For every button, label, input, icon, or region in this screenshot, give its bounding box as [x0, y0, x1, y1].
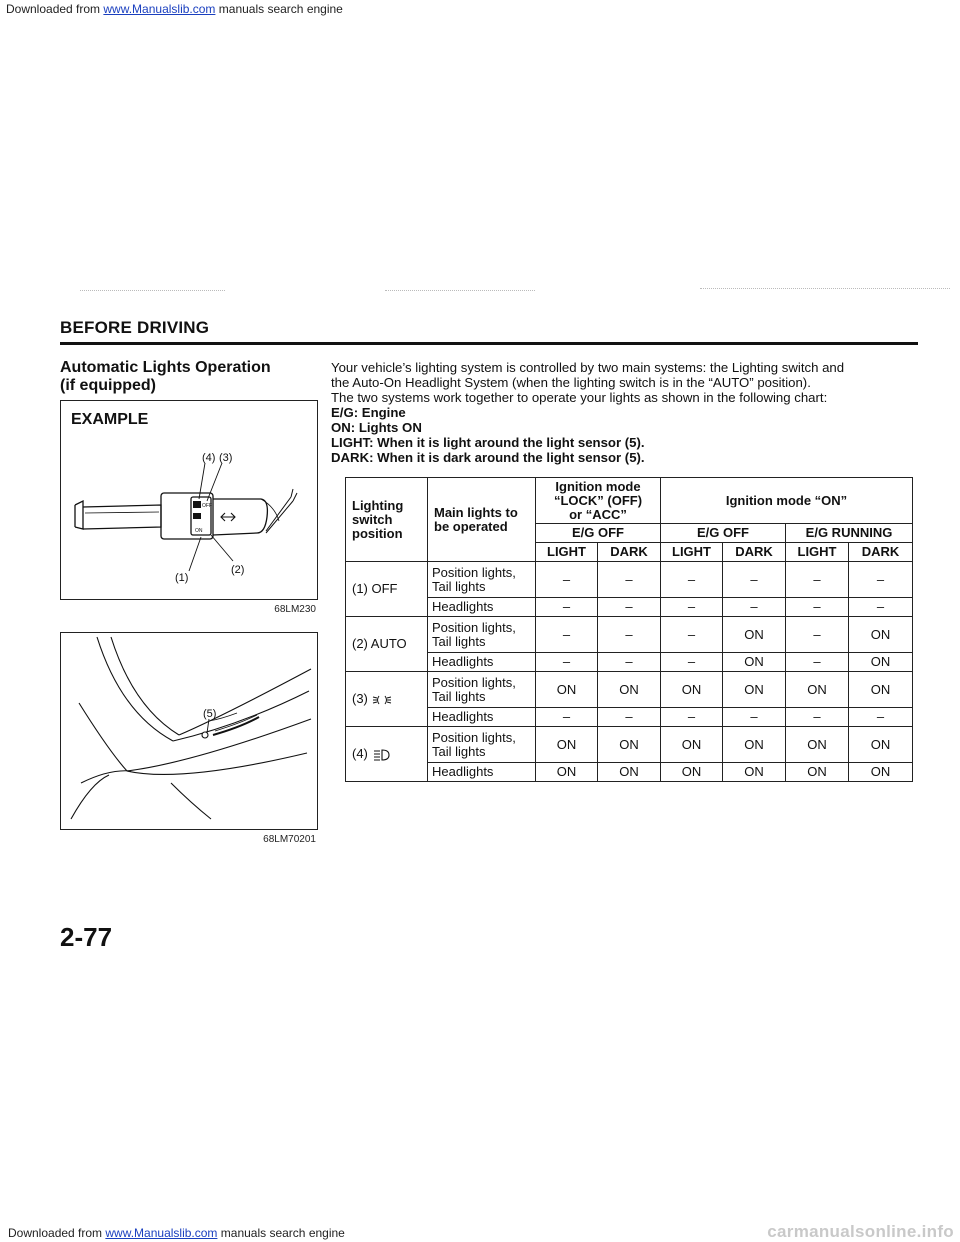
scan-line: [385, 290, 535, 291]
scan-line: [700, 288, 950, 289]
page-heading: Automatic Lights Operation (if equipped): [60, 359, 271, 394]
header-light: LIGHT: [661, 543, 723, 562]
manualslib-footer-link[interactable]: www.Manualslib.com: [105, 1226, 218, 1240]
callout-2: (2): [231, 564, 245, 576]
table-row: Headlights – – – ON – ON: [346, 653, 913, 672]
table-row: (4) Position lights, Tail lights ON ON ON ON ON ON: [346, 727, 913, 763]
table-row: Headlights – – – – – –: [346, 598, 913, 617]
figure1-code: 68LM230: [274, 604, 316, 615]
callout-1: (1): [175, 572, 189, 584]
position-headlights: (4): [346, 727, 428, 782]
headlights-label: Headlights: [428, 598, 536, 617]
header-eg-off: E/G OFF: [661, 524, 786, 543]
position-off: (1) OFF: [346, 562, 428, 617]
stalk-label-auto: AUTO: [195, 521, 209, 527]
figure2-code: 68LM70201: [263, 834, 316, 845]
position-tail-lights-label: Position lights, Tail lights: [428, 562, 536, 598]
section-rule: [60, 342, 918, 345]
watermark: carmanualsonline.info: [767, 1222, 954, 1241]
headlights-label: Headlights: [428, 708, 536, 727]
figure-lighting-switch: [60, 400, 318, 600]
table-row: (3) Position lights, Tail lights ON ON ON ON ON ON: [346, 672, 913, 708]
lighting-stalk-illustration: [61, 401, 317, 599]
headlights-label: Headlights: [428, 763, 536, 782]
table-row: Headlights – – – – – –: [346, 708, 913, 727]
download-footer: Downloaded from www.Manualslib.com manuals search engine: [8, 1226, 345, 1240]
header-main-lights: Main lights to be operated: [428, 478, 536, 562]
header-dark: DARK: [849, 543, 913, 562]
parking-light-icon: [372, 694, 392, 706]
figure-title: EXAMPLE: [71, 411, 149, 428]
header-eg-running: E/G RUNNING: [786, 524, 913, 543]
header-dark: DARK: [723, 543, 786, 562]
position-parking-lights: (3): [346, 672, 428, 727]
headlights-label: Headlights: [428, 653, 536, 672]
download-note: Downloaded from www.Manualslib.com manuals search engine: [6, 2, 343, 16]
position-tail-lights-label: Position lights, Tail lights: [428, 672, 536, 708]
figure-light-sensor: [60, 632, 318, 830]
header-light: LIGHT: [786, 543, 849, 562]
header-ignition-on: Ignition mode “ON”: [661, 478, 913, 524]
scan-line: [80, 290, 225, 291]
header-dark: DARK: [598, 543, 661, 562]
header-eg-off: E/G OFF: [536, 524, 661, 543]
header-ignition-lock: Ignition mode “LOCK” (OFF) or “ACC”: [536, 478, 661, 524]
table-row: Headlights ON ON ON ON ON ON: [346, 763, 913, 782]
position-auto: (2) AUTO: [346, 617, 428, 672]
callout-4: (4): [202, 452, 216, 464]
table-row: (1) OFF Position lights, Tail lights – – – – – –: [346, 562, 913, 598]
position-tail-lights-label: Position lights, Tail lights: [428, 727, 536, 763]
manualslib-link[interactable]: www.Manualslib.com: [103, 2, 216, 16]
stalk-label-on: ON: [195, 528, 203, 534]
stalk-label-off: OFF: [202, 503, 212, 509]
dashboard-sensor-illustration: [61, 633, 317, 829]
lighting-chart-table: [345, 477, 913, 782]
page-number: 2-77: [60, 922, 113, 952]
intro-text: Your vehicle’s lighting system is controlled by two main systems: the Lighting switch and the Auto-On Headlight System (when the lighting switch is in the “AUTO” position). The two systems work together to operate your lights as shown in the following chart: E/G: Engine ON: Lights ON LIGHT: When it is light around the light sensor (5). DARK: When it is dark around the light sensor (5).: [331, 360, 845, 465]
callout-3: (3): [219, 452, 233, 464]
header-light: LIGHT: [536, 543, 598, 562]
callout-5: (5): [203, 708, 217, 720]
table-row: (2) AUTO Position lights, Tail lights – – – ON – ON: [346, 617, 913, 653]
section-title: BEFORE DRIVING: [60, 318, 210, 337]
headlight-icon: [372, 749, 392, 761]
header-lighting-switch-position: Lighting switch position: [346, 478, 428, 562]
position-tail-lights-label: Position lights, Tail lights: [428, 617, 536, 653]
